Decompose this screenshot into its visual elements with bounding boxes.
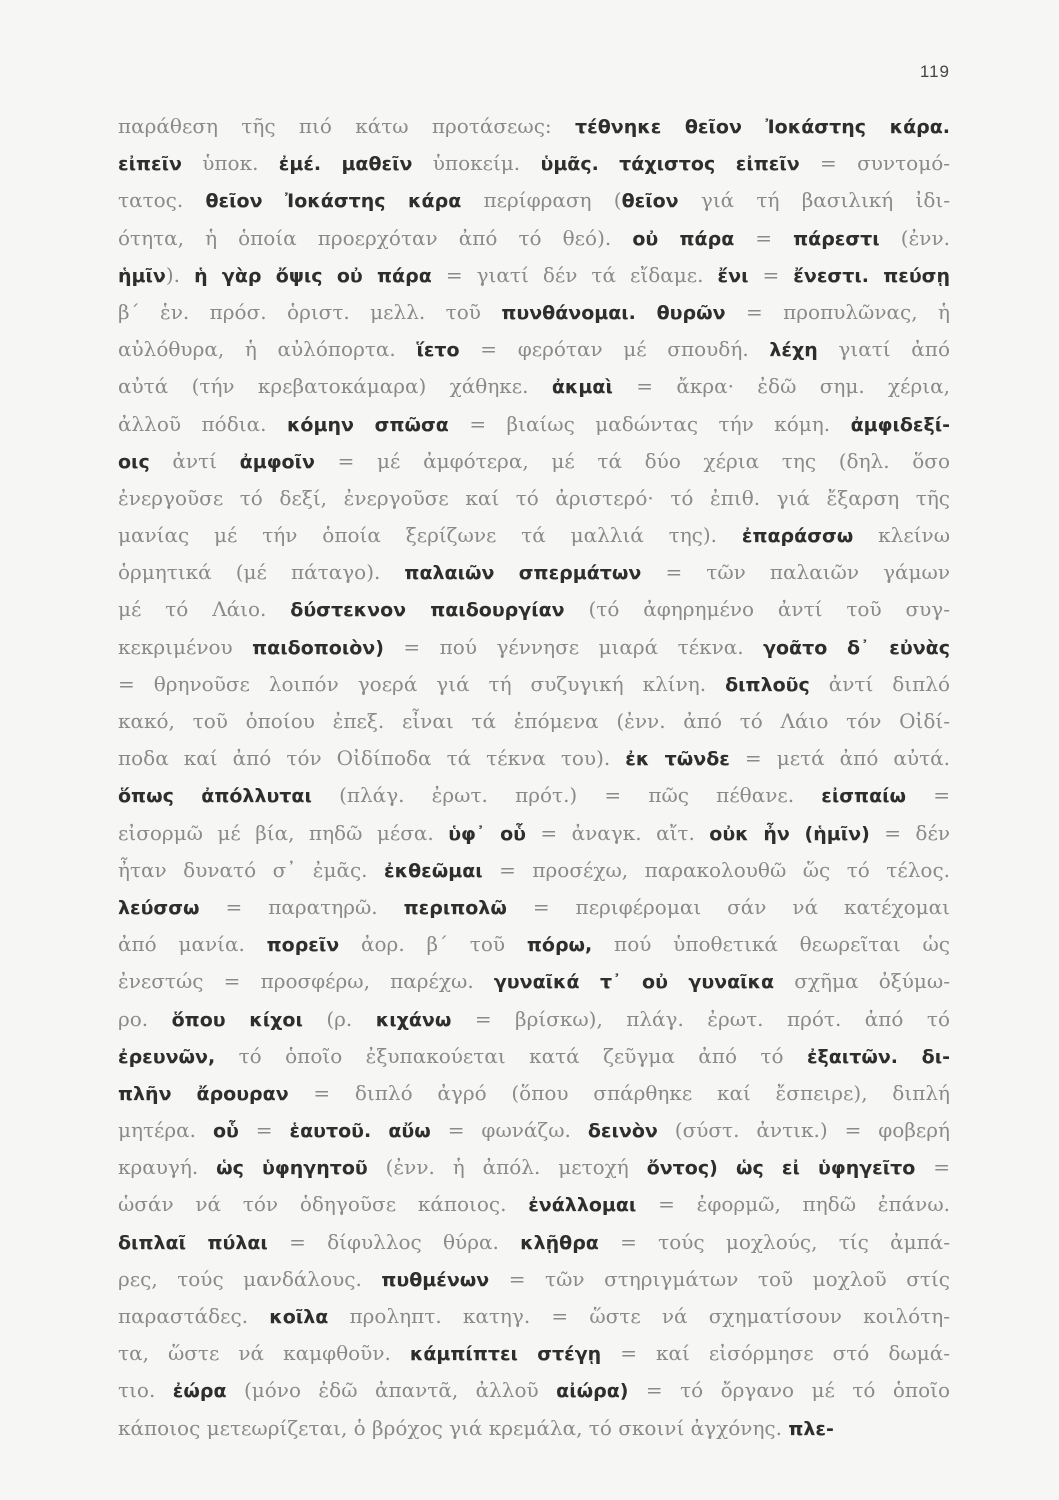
commentary-text: [118, 108, 950, 1447]
text-line: [118, 1186, 950, 1223]
lemma-term: εἰσπαίω: [821, 785, 907, 808]
text-line: [118, 517, 950, 554]
gloss-text: (σύστ. ἀντικ.) = φοβερή: [657, 1118, 950, 1143]
gloss-text: = φερόταν μέ σπουδή.: [459, 337, 770, 362]
text-line: [118, 629, 950, 666]
gloss-text: = προσέχω, παρακολουθῶ ὥς τό τέλος.: [482, 857, 950, 882]
gloss-text: = βιαίως μαδώντας τήν κόμη.: [448, 411, 851, 436]
text-line: [118, 443, 950, 480]
text-line: [118, 703, 950, 740]
lemma-term: πλῆν ἄρουραν: [118, 1082, 289, 1105]
lemma-term: δεινὸν: [587, 1120, 658, 1143]
text-line: [118, 108, 950, 145]
gloss-text: ὑποκ.: [181, 151, 279, 176]
lemma-term: ὑμᾶς.: [540, 153, 599, 176]
lemma-term: ἀμφιδεξί-: [850, 413, 950, 436]
gloss-text: ἐνεργοῦσε τό δεξί, ἐνεργοῦσε καί τό ἀριστερό· τό ἐπιθ. γιά ἔξαρση τῆς: [118, 485, 950, 510]
gloss-text: περίφραση (: [461, 188, 622, 213]
text-line: [118, 220, 950, 257]
lemma-term: ἑαυτοῦ. αὔω: [289, 1120, 431, 1143]
lemma-term: παλαιῶν σπερμάτων: [404, 562, 642, 585]
gloss-text: =: [748, 262, 794, 287]
lemma-term: πυθμένων: [381, 1268, 490, 1291]
lemma-term: γυναῖκά τ᾽ οὐ γυναῖκα: [493, 971, 775, 994]
gloss-text: τιο.: [118, 1378, 173, 1403]
text-line: [118, 1261, 950, 1298]
lemma-term: ἀμφοῖν: [239, 450, 315, 473]
lemma-term: ἔνεστι. πεύσῃ: [793, 264, 950, 287]
text-line: [118, 480, 950, 517]
text-line: [118, 591, 950, 628]
page-number: 119: [919, 62, 950, 81]
lemma-term: ἡ γὰρ ὄψις οὐ πάρα: [194, 264, 432, 287]
lemma-term: κοῖλα: [269, 1306, 329, 1328]
gloss-text: = ἄκρα· ἐδῶ σημ. χέρια,: [612, 374, 950, 399]
gloss-text: β΄ ἑν. πρόσ. ὁριστ. μελλ. τοῦ: [118, 299, 502, 324]
gloss-text: = προπυλῶνας, ἡ: [725, 299, 950, 324]
text-line: [118, 926, 950, 963]
gloss-text: = συντομό-: [799, 151, 950, 176]
text-line: [118, 1372, 950, 1409]
gloss-text: προληπτ. κατηγ. = ὥστε νά σχηματίσουν κοιλότη-: [328, 1304, 950, 1328]
gloss-text: ).: [165, 262, 195, 287]
text-line: [118, 331, 950, 368]
gloss-text: μέ τό Λάιο.: [118, 597, 291, 622]
gloss-text: = τῶν παλαιῶν γάμων: [641, 560, 950, 585]
gloss-text: (μόνο ἐδῶ ἀπαντᾶ, ἀλλοῦ: [226, 1378, 557, 1403]
lemma-term: ἐκθεῶμαι: [384, 859, 483, 882]
text-line: [118, 182, 950, 219]
gloss-text: ποδα καί ἀπό τόν Οἰδίποδα τά τέκνα του).: [118, 746, 626, 771]
gloss-text: (πλάγ. ἐρωτ. πρότ.) = πῶς πέθανε.: [311, 783, 822, 808]
lemma-term: οὐκ ἦν (ἡμῖν): [709, 822, 870, 845]
lemma-term: κιχάνω: [375, 1008, 452, 1031]
lemma-term: ἔνι: [717, 264, 749, 287]
text-line: [118, 554, 950, 591]
lemma-term: ὑφ᾽ οὗ: [448, 822, 526, 845]
gloss-text: κλείνω: [853, 523, 950, 548]
gloss-text: κακό, τοῦ ὁποίου ἐπεξ. εἶναι τά ἑπόμενα (ἐνν. ἀπό τό Λάιο τόν Οἰδί-: [118, 709, 950, 733]
text-line: [118, 815, 950, 852]
text-line: [118, 777, 950, 814]
lemma-term: μαθεῖν: [341, 153, 413, 176]
gloss-text: μητέρα.: [118, 1118, 213, 1143]
gloss-text: ἐνεστώς = προσφέρω, παρέχω.: [118, 969, 494, 994]
lemma-term: ὡς ὑφηγητοῦ: [216, 1157, 368, 1180]
text-line: [118, 852, 950, 889]
gloss-text: τό ὁποῖο ἐξυπακούεται κατά ζεῦγμα ἀπό τό: [215, 1043, 807, 1068]
text-line: [118, 1410, 950, 1447]
text-line: [118, 1149, 950, 1186]
gloss-text: =: [915, 1155, 950, 1180]
gloss-text: = τό ὄργανο μέ τό ὁποῖο: [628, 1378, 950, 1403]
text-line: [118, 889, 950, 926]
gloss-text: = τούς μοχλούς, τίς ἀμπά-: [598, 1229, 950, 1254]
gloss-text: κραυγή.: [118, 1155, 217, 1180]
gloss-text: =: [238, 1118, 290, 1143]
lemma-term: κάμπίπτει στέγῃ: [409, 1343, 602, 1366]
gloss-text: = βρίσκω), πλάγ. ἐρωτ. πρότ. ἀπό τό: [451, 1006, 950, 1031]
gloss-text: = φωνάζω.: [430, 1118, 588, 1143]
text-line: [118, 1075, 950, 1112]
lemma-term: αἰώρα): [556, 1380, 629, 1403]
lemma-term: ἐώρα: [172, 1380, 227, 1403]
gloss-text: = καί εἰσόρμησε στό δωμά-: [601, 1341, 950, 1366]
lemma-term: κόμην σπῶσα: [286, 413, 449, 436]
lemma-term: εἰπεῖν: [118, 153, 182, 176]
gloss-text: ὁρμητικά (μέ πάταγο).: [118, 560, 405, 585]
gloss-text: μανίας μέ τήν ὁποία ξερίζωνε τά μαλλιά της).: [118, 523, 742, 548]
gloss-text: =: [734, 225, 794, 250]
lemma-term: ὅπου κίχοι: [171, 1008, 303, 1031]
text-line: [118, 963, 950, 1000]
gloss-text: = ἀναγκ. αἴτ.: [525, 820, 710, 845]
lemma-term: ἐμέ.: [278, 153, 322, 176]
gloss-text: τατος.: [118, 188, 206, 213]
lemma-term: ἡμῖν: [118, 264, 166, 287]
gloss-text: (ἐνν. ἡ ἀπόλ. μετοχή: [367, 1155, 647, 1180]
lemma-term: περιπολῶ: [403, 896, 507, 919]
lemma-term: ἐπαράσσω: [741, 525, 854, 548]
text-line: [118, 1112, 950, 1149]
lemma-term: πλε-: [788, 1417, 834, 1440]
lemma-term: κλῇθρα: [520, 1231, 599, 1254]
gloss-text: γιατί ἀπό: [817, 337, 950, 362]
gloss-text: ὑποκείμ.: [412, 151, 541, 176]
gloss-text: ἀλλοῦ πόδια.: [118, 411, 287, 436]
lemma-term: πυνθάνομαι. θυρῶν: [501, 301, 726, 324]
lemma-term: τέθνηκε θεῖον Ἰοκάστης κάρα.: [575, 116, 950, 138]
lemma-term: οὐ πάρα: [632, 227, 735, 250]
lemma-term: οις: [118, 450, 150, 473]
gloss-text: ἀντί: [149, 448, 240, 473]
lemma-term: λεύσσω: [118, 896, 200, 919]
gloss-text: = γιατί δέν τά εἴδαμε.: [431, 262, 718, 287]
gloss-text: ἀορ. β΄ τοῦ: [339, 932, 527, 957]
gloss-text: = θρηνοῦσε λοιπόν γοερά γιά τή συζυγική κλίνη.: [118, 671, 726, 696]
gloss-text: ἦταν δυνατό σ᾽ ἐμᾶς.: [118, 857, 385, 882]
gloss-text: ότητα, ἡ ὁποία προερχόταν ἀπό τό θεό).: [118, 225, 633, 250]
gloss-text: γιά τή βασιλική ἰδι-: [678, 188, 950, 213]
text-line: [118, 1001, 950, 1038]
gloss-text: = δίφυλλος θύρα.: [267, 1229, 521, 1254]
text-line: [118, 368, 950, 405]
gloss-text: [599, 151, 619, 175]
gloss-text: εἰσορμῶ μέ βία, πηδῶ μέσα.: [118, 820, 449, 845]
gloss-text: αὐλόθυρα, ἡ αὐλόπορτα.: [118, 337, 417, 362]
lemma-term: δύστεκνον παιδουργίαν: [290, 599, 565, 622]
gloss-text: = μετά ἀπό αὐτά.: [729, 746, 950, 771]
lemma-term: πορεῖν: [266, 934, 340, 957]
text-line: [118, 740, 950, 777]
gloss-text: ρο.: [118, 1006, 172, 1031]
lemma-term: παιδοποιὸν): [252, 636, 384, 659]
text-line: [118, 1038, 950, 1075]
lemma-term: ὅπως ἀπόλλυται: [118, 785, 312, 808]
gloss-text: = πού γέννησε μιαρά τέκνα.: [383, 634, 764, 659]
gloss-text: = ἐφορμῶ, πηδῶ ἐπάνω.: [636, 1192, 950, 1217]
gloss-text: αὐτά (τήν κρεβατοκάμαρα) χάθηκε.: [118, 374, 552, 399]
gloss-text: ἀπό μανία.: [118, 932, 267, 957]
gloss-text: [321, 151, 341, 175]
text-line: [118, 406, 950, 443]
lemma-term: θεῖον Ἰοκάστης κάρα: [205, 190, 462, 213]
text-line: [118, 294, 950, 331]
lemma-term: ἐξαιτῶν. δι-: [806, 1045, 950, 1068]
gloss-text: ἀντί διπλό: [809, 671, 950, 696]
gloss-text: = δέν: [869, 820, 950, 845]
text-line: [118, 1224, 950, 1261]
text-line: [118, 257, 950, 294]
lemma-term: διπλαῖ πύλαι: [118, 1231, 268, 1254]
gloss-text: τα, ὥστε νά καμφθοῦν.: [118, 1341, 410, 1366]
lemma-term: πόρω,: [526, 934, 593, 957]
lemma-term: λέχη: [769, 339, 818, 362]
lemma-term: πάρεστι: [793, 227, 880, 250]
text-line: [118, 666, 950, 703]
lemma-term: ἐρευνῶν,: [118, 1045, 216, 1068]
lemma-term: ἐκ τῶνδε: [625, 748, 730, 771]
lemma-term: οὗ: [212, 1120, 239, 1143]
lemma-term: γοᾶτο δ᾽ εὐνὰς: [763, 636, 950, 659]
lemma-term: ἐνάλλομαι: [528, 1194, 637, 1217]
gloss-text: (ἐνν.: [879, 225, 950, 250]
gloss-text: =: [906, 783, 950, 808]
gloss-text: πού ὑποθετικά θεωρεῖται ὡς: [592, 932, 950, 957]
gloss-text: = διπλό ἀγρό (ὅπου σπάρθηκε καί ἔσπειρε), διπλή: [288, 1080, 950, 1105]
lemma-term: ὄντος) ὡς εἰ ὑφηγεῖτο: [646, 1157, 916, 1180]
text-line: [118, 1335, 950, 1372]
gloss-text: κάποιος μετεωρίζεται, ὁ βρόχος γιά κρεμάλα, τό σκοινί ἀγχόνης.: [118, 1415, 789, 1440]
gloss-text: ὡσάν νά τόν ὁδηγοῦσε κάποιος.: [118, 1192, 529, 1217]
lemma-term: ἵετο: [416, 339, 460, 362]
gloss-text: παράθεση τῆς πιό κάτω προτάσεως:: [118, 114, 575, 138]
lemma-term: ἀκμαὶ: [551, 376, 613, 399]
gloss-text: (ρ.: [302, 1006, 376, 1031]
gloss-text: = περιφέρομαι σάν νά κατέχομαι: [506, 894, 950, 919]
lemma-term: θεῖον: [621, 190, 679, 213]
lemma-term: διπλοῦς: [725, 673, 810, 696]
gloss-text: κεκριμένου: [118, 634, 253, 659]
gloss-text: = μέ ἀμφότερα, μέ τά δύο χέρια της (δηλ. ὅσο: [314, 448, 950, 473]
gloss-text: = παρατηρῶ.: [199, 894, 404, 919]
text-line: [118, 145, 950, 182]
gloss-text: παραστάδες.: [118, 1304, 270, 1328]
text-line: [118, 1298, 950, 1335]
lemma-term: τάχιστος εἰπεῖν: [619, 153, 800, 176]
gloss-text: σχῆμα ὀξύμω-: [774, 969, 950, 994]
gloss-text: = τῶν στηριγμάτων τοῦ μοχλοῦ στίς: [489, 1266, 950, 1291]
gloss-text: (τό ἀφηρημένο ἀντί τοῦ συγ-: [564, 597, 950, 622]
gloss-text: ρες, τούς μανδάλους.: [118, 1266, 382, 1291]
